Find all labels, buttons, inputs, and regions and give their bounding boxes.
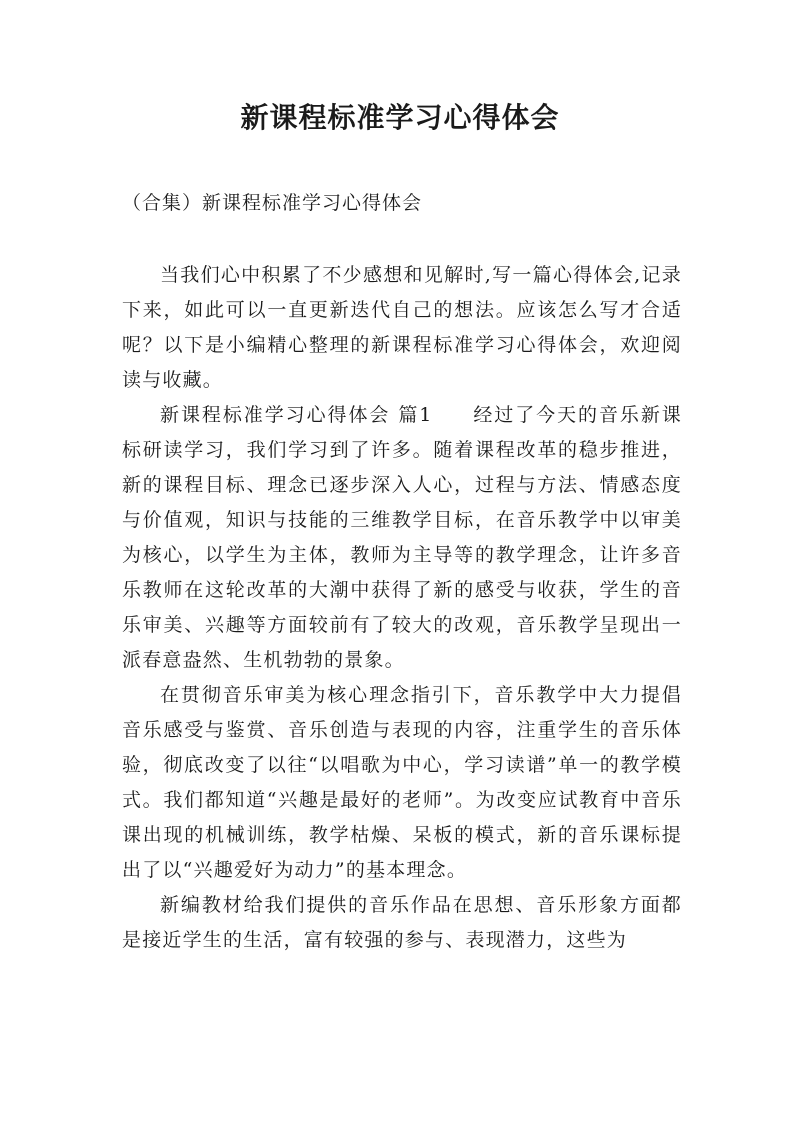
- paragraph-intro: [122, 258, 682, 398]
- document-subtitle: （合集）新课程标准学习心得体会: [122, 192, 423, 214]
- paragraph-text: 新编教材给我们提供的音乐作品在思想、音乐形象方面都是接近学生的生活，富有较强的参与、表现潜力，这些为: [122, 894, 682, 951]
- paragraph-section-1: [122, 398, 682, 678]
- paragraph-text: 在贯彻音乐审美为核心理念指引下，音乐教学中大力提倡音乐感受与鉴赏、音乐创造与表现的内容，注重学生的音乐体验，彻底改变了以往“以唱歌为中心，学习读谱”单一的教学模式。我们都知道“兴趣是最好的老师”。为改变应试教育中音乐课出现的机械训练，教学枯燥、呆板的模式，新的音乐课标提出了以“兴趣爱好为动力”的基本理念。: [122, 684, 682, 881]
- paragraph-2: [122, 678, 682, 888]
- document-body: [122, 258, 682, 958]
- paragraph-text: 经过了今天的音乐新课标研读学习，我们学习到了许多。随着课程改革的稳步推进，新的课程目标、理念已逐步深入人心，过程与方法、情感态度与价值观，知识与技能的三维教学目标，在音乐教学中以审美为核心，以学生为主体，教师为主导等的教学理念，让许多音乐教师在这轮改革的大潮中获得了新的感受与收获，学生的音乐审美、兴趣等方面较前有了较大的改观，音乐教学呈现出一派春意盎然、生机勃勃的景象。: [122, 404, 682, 671]
- document-title: 新课程标准学习心得体会: [240, 101, 560, 134]
- paragraph-3: [122, 888, 682, 958]
- section-heading: 新课程标准学习心得体会 篇1: [160, 404, 433, 426]
- paragraph-text: 当我们心中积累了不少感想和见解时,写一篇心得体会,记录下来，如此可以一直更新迭代自己的想法。应该怎么写才合适呢？以下是小编精心整理的新课程标准学习心得体会，欢迎阅读与收藏。: [122, 264, 682, 391]
